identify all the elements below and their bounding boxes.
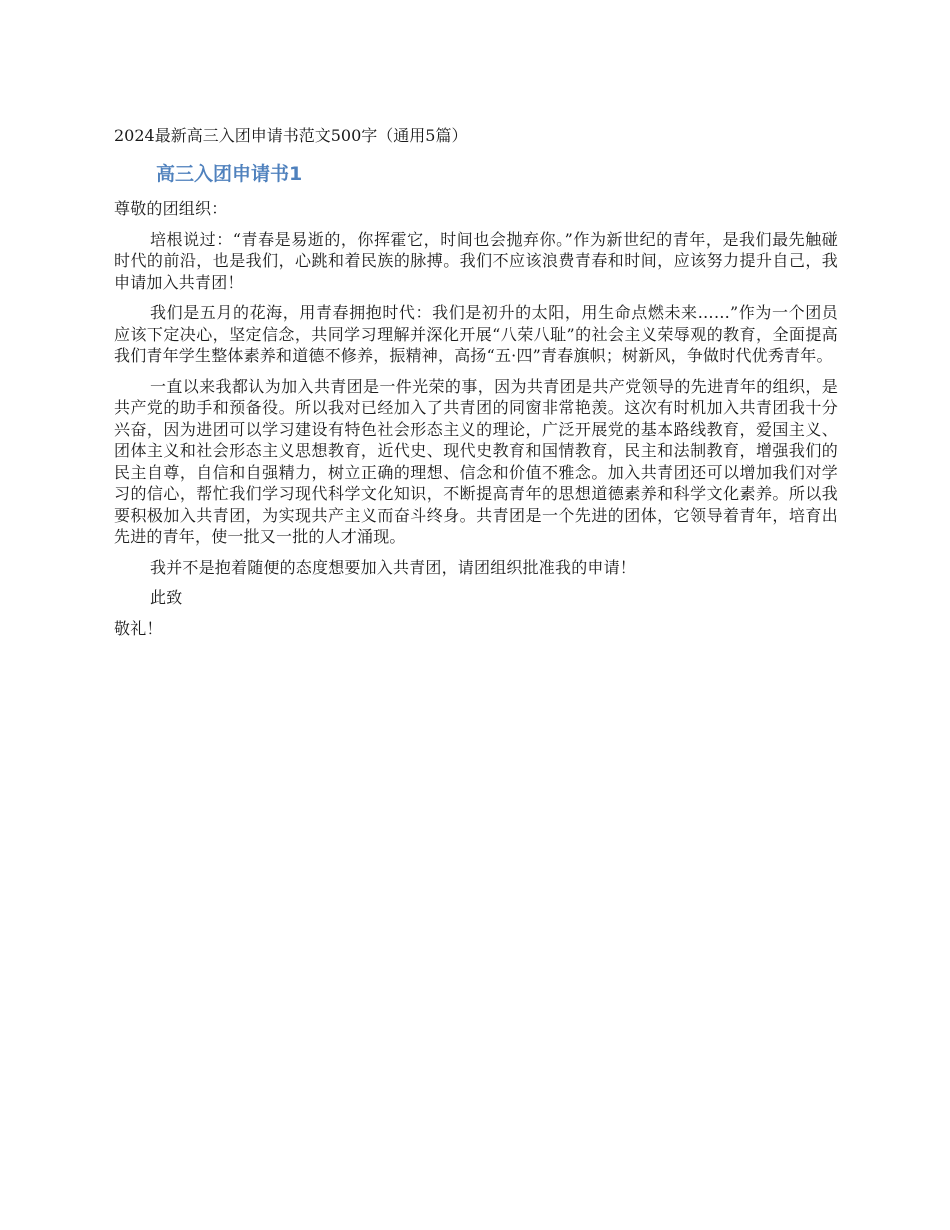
regards: 敬礼！ [114,618,163,638]
body-paragraph-4: 我并不是抱着随便的态度想要加入共青团，请团组织批准我的申请！ [150,557,637,577]
body-paragraph-3: 一直以来我都认为加入共青团是一件光荣的事，因为共青团是共产党领导的先进青年的组织，是共产党的助手和预备役。所以我对已经加入了共青团的同窗非常艳羡。这次有时机加入共青团我十分兴奋，因为进团可以学习建设有特色社会形态主义的理论，广泛开展党的基本路线教育，爱国主义、团体主义和社会形态主义思想教育，近代史、现代史教育和国情教育，民主和法制教育，增强我们的民主自尊，自信和自强精力，树立正确的理想、信念和价值不雅念。加入共青团还可以增加我们对学习的信心，帮忙我们学习现代科学文化知识，不断提高青年的思想道德素养和科学文化素养。所以我要积极加入共青团，为实现共产主义而奋斗终身。共青团是一个先进的团体，它领导着青年，培育出先进的青年，使一批又一批的人才涌现。 [114,376,838,546]
document-title: 2024最新高三入团申请书范文500字（通用5篇） [114,126,468,145]
document-page [114,124,838,648]
body-paragraph-1: 培根说过：“青春是易逝的，你挥霍它，时间也会抛弃你。”作为新世纪的青年，是我们最先触碰时代的前沿，也是我们，心跳和着民族的脉搏。我们不应该浪费青春和时间，应该努力提升自己，我申请加入共青团！ [114,229,838,292]
closing: 此致 [150,588,183,607]
body-paragraph-2: 我们是五月的花海，用青春拥抱时代：我们是初升的太阳，用生命点燃未来……”作为一个团员应该下定决心，坚定信念，共同学习理解并深化开展“八荣八耻”的社会主义荣辱观的教育，全面提高我们青年学生整体素养和道德不修养，振精神，高扬“五·四”青春旗帜；树新风，争做时代优秀青年。 [114,303,838,365]
section-heading: 高三入团申请书1 [156,163,303,185]
salutation: 尊敬的团组织： [114,199,228,218]
